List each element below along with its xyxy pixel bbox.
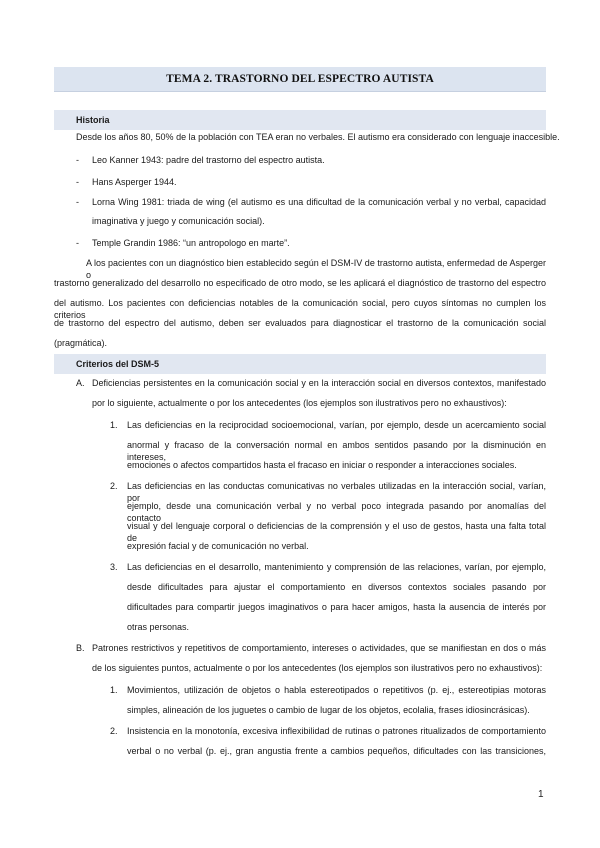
section-a-line: por lo siguiente, actualmente o por los antecedentes (los ejemplos son ilustrativos pero no exhaustivos): (92, 398, 507, 408)
historia-intro: Desde los años 80, 50% de la población con TEA eran no verbales. El autismo era considerado con lenguaje inaccesible. (76, 132, 560, 142)
item-line: otras personas. (127, 622, 190, 632)
bullet-text: Hans Asperger 1944. (92, 177, 177, 187)
paragraph-line: del autismo. Los pacientes con deficiencias notables de la comunicación social, pero cuyos síntomas no cumplen los criterios (54, 298, 546, 320)
item-line: dificultades para compartir juegos imaginativos o para hacer amigos, hasta la ausencia de interés por (127, 602, 546, 612)
item-line: emociones o afectos compartidos hasta el fracaso en iniciar o responder a interacciones sociales. (127, 460, 517, 470)
item-marker: 1. (110, 685, 118, 695)
item-marker: 1. (110, 420, 118, 430)
paragraph-line: trastorno generalizado del desarrollo no especificado de otro modo, se les aplicará el diagnóstico de trastorno del espectro (54, 278, 546, 288)
item-line: expresión facial y de comunicación no verbal. (127, 541, 309, 551)
bullet-dash: - (76, 155, 79, 165)
document-title: TEMA 2. TRASTORNO DEL ESPECTRO AUTISTA (166, 73, 434, 85)
section-marker-a: A. (76, 378, 85, 388)
paragraph-line: A los pacientes con un diagnóstico bien establecido según el DSM-IV de trastorno autista, enfermedad de Asperger o (86, 258, 546, 280)
section-marker-b: B. (76, 643, 85, 653)
bullet-dash: - (76, 238, 79, 248)
criterios-heading: Criterios del DSM-5 (76, 359, 160, 369)
bullet-text: Leo Kanner 1943: padre del trastorno del espectro autista. (92, 155, 325, 165)
item-marker: 2. (110, 481, 118, 491)
item-marker: 3. (110, 562, 118, 572)
bullet-dash: - (76, 197, 79, 207)
item-line: simples, alineación de los juguetes o cambio de lugar de los objetos, ecolalia, frases idiosincrásicas). (127, 705, 530, 715)
item-line: anormal y fracaso de la conversación normal en ambos sentidos pasando por la disminución en intereses, (127, 440, 546, 462)
item-line: verbal o no verbal (p. ej., gran angustia frente a cambios pequeños, dificultades con las transiciones, (127, 746, 546, 756)
historia-heading: Historia (76, 115, 110, 125)
bullet-dash: - (76, 177, 79, 187)
section-a-line: Deficiencias persistentes en la comunicación social y en la interacción social en diversos contextos, manifestado (92, 378, 546, 388)
historia-heading-bar (54, 110, 546, 130)
item-line: desde dificultades para ajustar el comportamiento en diversos contextos sociales pasando por (127, 582, 546, 592)
bullet-text: Temple Grandin 1986: “un antropologo en marte”. (92, 238, 290, 248)
criterios-heading-bar (54, 354, 546, 374)
item-line: Movimientos, utilización de objetos o habla estereotipados o repetitivos (p. ej., estereotipias motoras (127, 685, 546, 695)
item-line: ejemplo, desde una comunicación verbal y no verbal poco integrada pasando por anomalías del contacto (127, 501, 546, 523)
paragraph-line: (pragmática). (54, 338, 108, 348)
title-banner (54, 67, 546, 92)
section-b-line: de los siguientes puntos, actualmente o por los antecedentes (los ejemplos son ilustrativos pero no exhaustivos): (92, 663, 543, 673)
item-line: Las deficiencias en las conductas comunicativas no verbales utilizadas en la interacción social, varían, por (127, 481, 546, 503)
item-line: Las deficiencias en la reciprocidad socioemocional, varían, por ejemplo, desde un acercamiento social (127, 420, 546, 430)
section-b-line: Patrones restrictivos y repetitivos de comportamiento, intereses o actividades, que se manifiestan en dos o más (92, 643, 546, 653)
page-number: 1 (538, 789, 544, 800)
item-line: Las deficiencias en el desarrollo, mantenimiento y comprensión de las relaciones, varían, por ejemplo, (127, 562, 546, 572)
item-line: Insistencia en la monotonía, excesiva inflexibilidad de rutinas o patrones ritualizados de comportamiento (127, 726, 546, 736)
item-line: visual y del lenguaje corporal o deficiencias de la comprensión y el uso de gestos, hasta una falta total de (127, 521, 546, 543)
item-marker: 2. (110, 726, 118, 736)
bullet-text-cont: imaginativa y juego y comunicación social). (92, 216, 265, 226)
bullet-text: Lorna Wing 1981: triada de wing (el autismo es una dificultad de la comunicación verbal y no verbal, capacidad (92, 197, 546, 207)
paragraph-line: de trastorno del espectro del autismo, deben ser evaluados para diagnosticar el trastorno de la comunicación social (54, 318, 546, 328)
